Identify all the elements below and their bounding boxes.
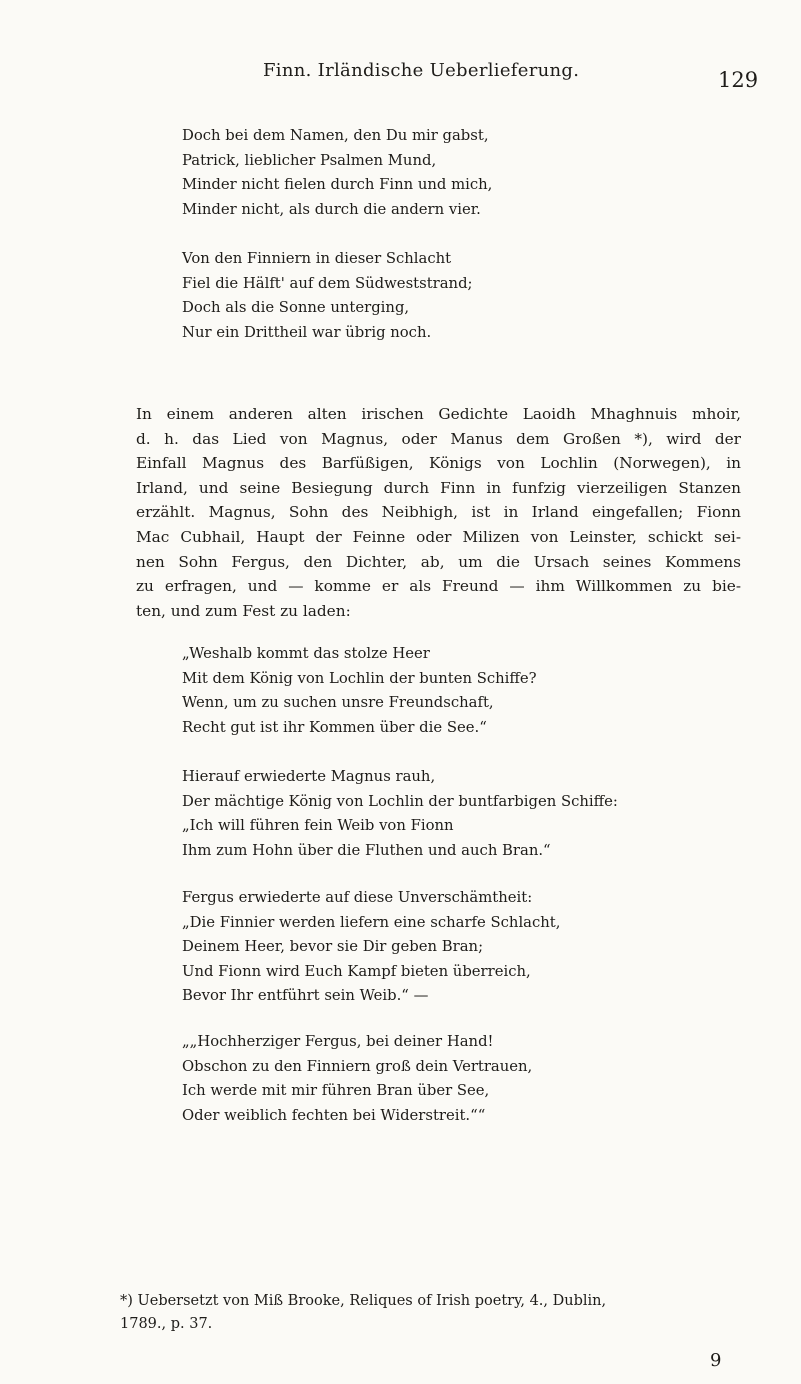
verse-stanza-2 [182,247,473,345]
verse-line: Nur ein Drittheil war übrig noch. [182,323,432,341]
verse-line: Hierauf erwiederte Magnus rauh, [182,768,436,785]
verse-line: „„Hochherziger Fergus, bei deiner Hand! [182,1033,494,1050]
verse-line: Ich werde mit mir führen Bran über See, [182,1082,490,1099]
running-title: Finn. Irländische Ueberlieferung. [263,60,580,81]
prose-line: In einem anderen alten irischen Gedichte Laoidh Mhaghnuis mhoir, [136,405,741,423]
verse-line: Minder nicht, als durch die andern vier. [182,200,481,218]
verse-line: Ihm zum Hohn über die Fluthen und auch Bran.“ [182,841,551,859]
verse-stanza-5 [182,886,560,1009]
verse-line: Doch als die Sonne unterging, [182,299,410,316]
verse-line: „Die Finnier werden liefern eine scharfe Schlacht, [182,913,561,931]
running-head [0,54,801,94]
verse-stanza-1 [182,124,492,222]
verse-line: Und Fionn wird Euch Kampf bieten überreich, [182,962,531,980]
prose-line: Mac Cubhail, Haupt der Feinne oder Milizen von Leinster, schickt sei- [136,527,741,546]
verse-line: Wenn, um zu suchen unsre Freundschaft, [182,694,494,711]
prose-line: d. h. das Lied von Magnus, oder Manus dem Großen *), wird der [136,429,741,448]
verse-stanza-6 [182,1030,532,1128]
verse-line: Mit dem König von Lochlin der bunten Schiffe? [182,669,537,687]
prose-line: ten, und zum Fest zu laden: [136,601,351,620]
prose-line: zu erfragen, und — komme er als Freund — ihm Willkommen zu bie- [136,577,741,596]
verse-stanza-3 [182,642,537,740]
verse-line: Oder weiblich fechten bei Widerstreit.““ [182,1106,486,1124]
signature-mark: 9 [710,1350,722,1371]
verse-line: Bevor Ihr entführt sein Weib.“ — [182,987,429,1004]
page-number: 129 [718,68,759,92]
verse-line: Doch bei dem Namen, den Du mir gabst, [182,127,489,144]
prose-line: nen Sohn Fergus, den Dichter, ab, um die Ursach seines Kommens [136,552,741,571]
verse-line: Deinem Heer, bevor sie Dir geben Bran; [182,938,484,955]
footnote-line: 1789., p. 37. [120,1316,213,1332]
prose-line: Einfall Magnus des Barfüßigen, Königs von Lochlin (Norwegen), in [136,454,741,473]
verse-line: Obschon zu den Finniern groß dein Vertrauen, [182,1057,533,1075]
verse-line: Fergus erwiederte auf diese Unverschämtheit: [182,889,533,906]
verse-line: Minder nicht fielen durch Finn und mich, [182,176,493,193]
prose-paragraph [136,402,741,623]
verse-line: Patrick, lieblicher Psalmen Mund, [182,151,437,169]
verse-stanza-4 [182,765,618,863]
verse-line: „Weshalb kommt das stolze Heer [182,645,430,662]
footnote-line: *) Uebersetzt von Miß Brooke, Reliques of Irish poetry, 4., Dublin, [120,1293,607,1309]
verse-line: Der mächtige König von Lochlin der buntfarbigen Schiffe: [182,792,618,810]
verse-line: Fiel die Hälft' auf dem Südweststrand; [182,274,473,292]
verse-line: Von den Finniern in dieser Schlacht [182,250,452,267]
prose-line: Irland, und seine Besiegung durch Finn in funfzig vierzeiligen Stanzen [136,478,741,497]
prose-line: erzählt. Magnus, Sohn des Neibhigh, ist in Irland eingefallen; Fionn [136,503,741,522]
verse-line: „Ich will führen fein Weib von Fionn [182,817,454,834]
verse-line: Recht gut ist ihr Kommen über die See.“ [182,718,487,736]
footnote [120,1290,745,1336]
